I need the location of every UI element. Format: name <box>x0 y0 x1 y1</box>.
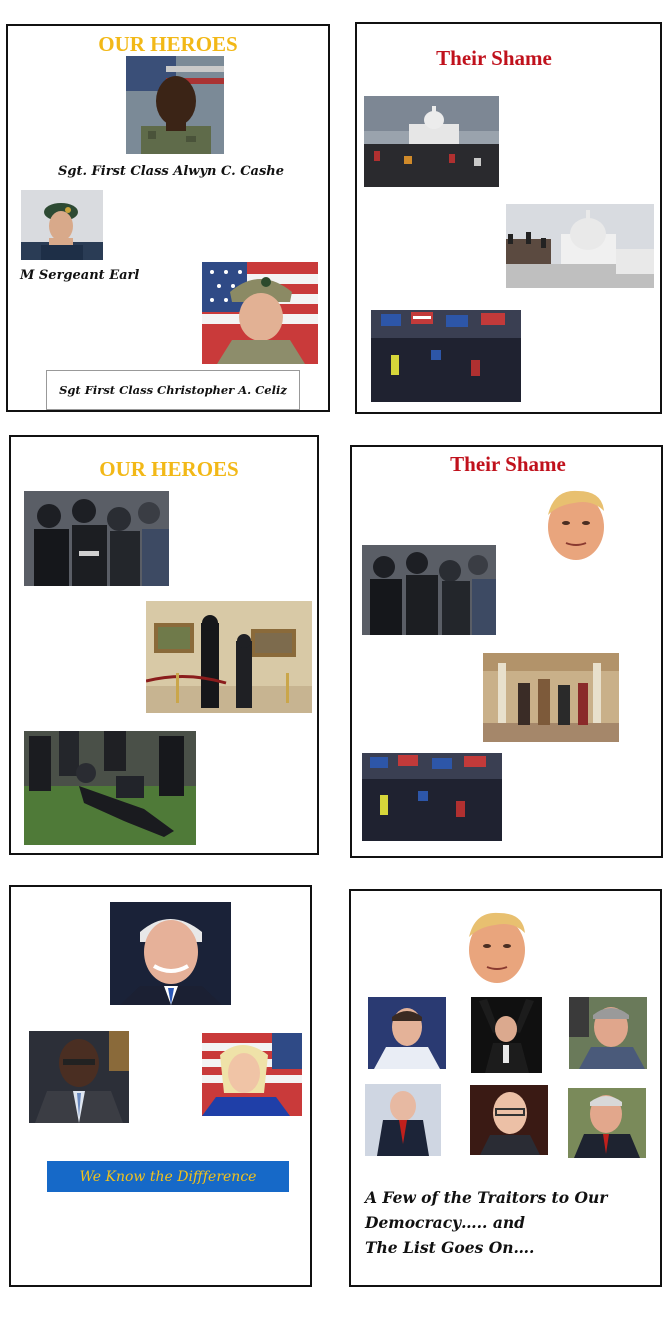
slide-their-shame-2 <box>350 445 663 858</box>
slide-title: OUR HEROES <box>98 32 238 56</box>
photo-trump-head-2 <box>465 907 529 985</box>
photo-statuary-hall-rioters <box>483 653 619 742</box>
photo-giuliani <box>365 1084 441 1156</box>
slide-our-heroes-1 <box>6 24 330 412</box>
note-line-3: The List Goes On…. <box>365 1238 535 1257</box>
slide-title: Their Shame <box>450 452 566 476</box>
note-line-1: A Few of the Traitors to Our <box>365 1188 608 1207</box>
photo-cashe <box>126 56 224 154</box>
photo-flag-crowd-2 <box>362 753 502 841</box>
photo-officer-down <box>24 731 196 845</box>
photo-trump-head <box>544 485 608 561</box>
note-line-2: Democracy….. and <box>365 1213 525 1232</box>
caption-cashe: Sgt. First Class Alwyn C. Cashe <box>58 164 285 179</box>
photo-earl <box>21 190 103 260</box>
traitors-note <box>365 1185 607 1260</box>
caption-celiz: Sgt First Class Christopher A. Celiz <box>59 383 287 397</box>
photo-riot-police <box>24 491 169 586</box>
photo-riot-police-2 <box>362 545 496 635</box>
slide-title: OUR HEROES <box>99 457 239 481</box>
photo-capitol-dome <box>506 204 654 288</box>
slide-we-know-the-difference <box>9 885 312 1287</box>
we-know-banner <box>47 1161 289 1192</box>
photo-traitor-5 <box>470 1085 548 1155</box>
photo-liz-cheney <box>202 1033 302 1116</box>
slide-title: Their Shame <box>436 46 552 70</box>
photo-rotunda-officers <box>146 601 312 713</box>
caption-celiz-box <box>46 370 300 410</box>
slide-traitors <box>349 889 662 1287</box>
slide-their-shame-1 <box>355 22 662 414</box>
caption-earl: M Sergeant Earl <box>20 268 140 283</box>
photo-biden <box>110 902 231 1005</box>
photo-celiz <box>202 262 318 364</box>
photo-bennie-thompson <box>29 1031 129 1123</box>
slide-our-heroes-2 <box>9 435 319 855</box>
photo-meadows <box>568 1088 646 1158</box>
photo-capitol-crowd <box>364 96 499 187</box>
banner-text: We Know the Diffference <box>79 1168 257 1185</box>
photo-traitor-3 <box>569 997 647 1069</box>
photo-flag-crowd <box>371 310 521 402</box>
photo-traitor-2 <box>471 997 542 1073</box>
photo-traitor-1 <box>368 997 446 1069</box>
